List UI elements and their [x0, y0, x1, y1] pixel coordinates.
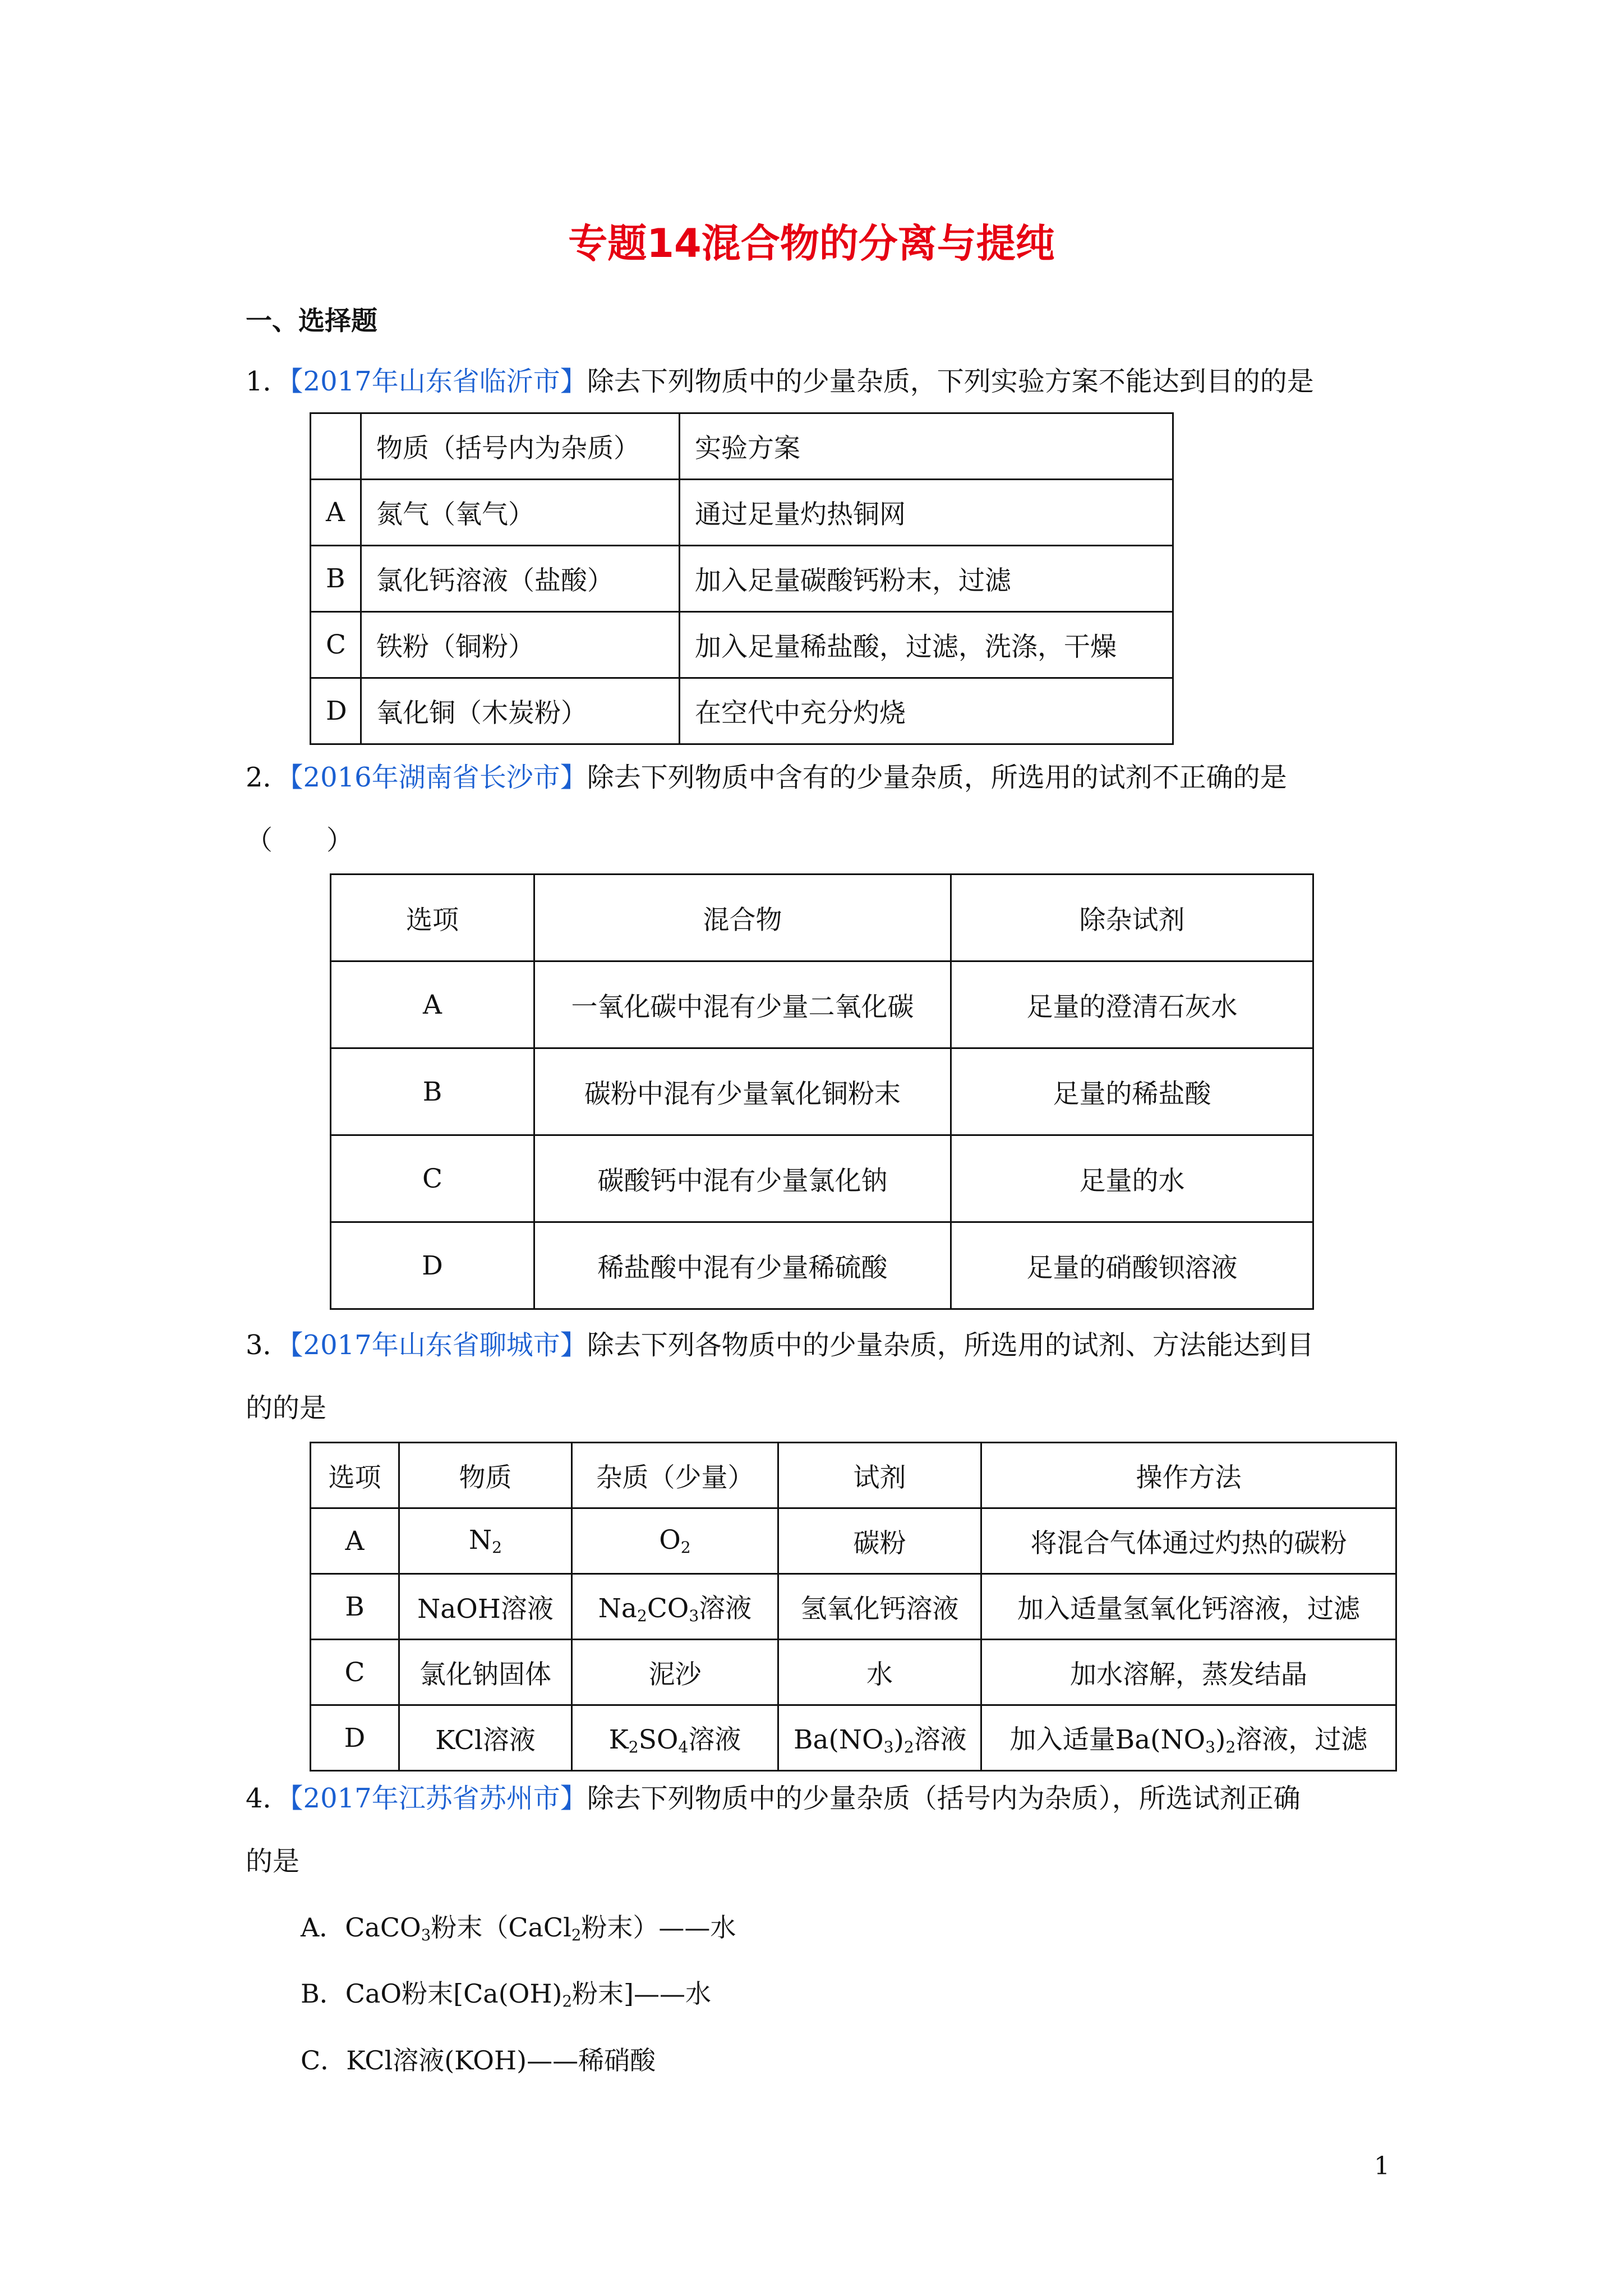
- question-3-table: [310, 1442, 1397, 1772]
- table-cell: 在空代中充分灼烧: [680, 678, 1173, 744]
- table-cell: 加入适量$Ba(NO_3)_2$溶液，过滤: [981, 1705, 1396, 1771]
- table-cell: $Na_2CO_3$溶液: [572, 1574, 778, 1640]
- table-cell: 实验方案: [680, 413, 1173, 480]
- option-a: A．CaCO$_3$粉末（CaCl$_2$粉末）——水: [301, 1912, 736, 1944]
- table-cell: 足量的水: [951, 1135, 1313, 1222]
- table-cell: 通过足量灼热铜网: [680, 480, 1173, 546]
- question-text: 除去下列物质中含有的少量杂质，所选用的试剂不正确的是: [587, 762, 1287, 793]
- option-c: C．KCl溶液(KOH)——稀硝酸: [301, 2045, 656, 2076]
- table-cell: $Ba(NO_3)_2$溶液: [778, 1705, 981, 1771]
- question-text: 除去下列物质中的少量杂质（括号内为杂质），所选试剂正确: [587, 1783, 1301, 1814]
- question-text-continued: 的的是: [246, 1392, 327, 1424]
- table-cell: B: [311, 1574, 399, 1640]
- question-text: 除去下列各物质中的少量杂质，所选用的试剂、方法能达到目: [587, 1329, 1314, 1361]
- question-number: 1．: [246, 366, 290, 397]
- question-text: 除去下列物质中的少量杂质，下列实验方案不能达到目的的是: [587, 366, 1314, 397]
- table-cell: 选项: [331, 875, 534, 961]
- question-source: 【2017年山东省临沂市】: [289, 366, 587, 397]
- table-row: [331, 1048, 1313, 1135]
- table-row: [311, 1574, 1396, 1640]
- table-cell: B: [331, 1048, 534, 1135]
- question-number: 3．: [246, 1329, 290, 1361]
- table-cell: D: [311, 1705, 399, 1771]
- table-cell: 加入足量碳酸钙粉末，过滤: [680, 546, 1173, 612]
- table-cell: 稀盐酸中混有少量稀硫酸: [534, 1222, 951, 1309]
- table-cell: C: [331, 1135, 534, 1222]
- table-row: [311, 612, 1173, 678]
- table-cell: A: [311, 1508, 399, 1574]
- question-source: 【2016年湖南省长沙市】: [289, 762, 587, 793]
- table-cell: A: [331, 961, 534, 1048]
- table-cell: 杂质（少量）: [572, 1443, 778, 1508]
- table-cell: 试剂: [778, 1443, 981, 1508]
- table-cell: KCl溶液: [399, 1705, 572, 1771]
- table-cell: 将混合气体通过灼热的碳粉: [981, 1508, 1396, 1574]
- table-cell: C: [311, 1640, 399, 1705]
- table-row: [311, 678, 1173, 744]
- table-cell: 氯化钙溶液（盐酸）: [361, 546, 680, 612]
- table-cell: 足量的澄清石灰水: [951, 961, 1313, 1048]
- question-number: 2．: [246, 762, 290, 793]
- table-header-row: [311, 413, 1173, 480]
- question-4: [246, 1767, 1390, 1893]
- question-1: [246, 350, 1390, 413]
- table-cell: 碳粉中混有少量氧化铜粉末: [534, 1048, 951, 1135]
- table-cell: 一氧化碳中混有少量二氧化碳: [534, 961, 951, 1048]
- table-cell: 氮气（氧气）: [361, 480, 680, 546]
- table-cell: 操作方法: [981, 1443, 1396, 1508]
- page-title: 专题14混合物的分离与提纯: [568, 220, 1055, 266]
- table-row: [331, 1222, 1313, 1309]
- table-cell: $O_2$: [572, 1508, 778, 1574]
- table-cell: 泥沙: [572, 1640, 778, 1705]
- table-cell: 足量的稀盐酸: [951, 1048, 1313, 1135]
- table-cell: 足量的硝酸钡溶液: [951, 1222, 1313, 1309]
- table-cell: C: [311, 612, 361, 678]
- question-source: 【2017年山东省聊城市】: [289, 1329, 587, 1361]
- table-cell: 碳粉: [778, 1508, 981, 1574]
- table-cell: D: [331, 1222, 534, 1309]
- table-cell: 铁粉（铜粉）: [361, 612, 680, 678]
- table-row: [311, 1508, 1396, 1574]
- table-cell: 氧化铜（木炭粉）: [361, 678, 680, 744]
- table-cell: 混合物: [534, 875, 951, 961]
- table-cell: 加水溶解，蒸发结晶: [981, 1640, 1396, 1705]
- table-row: [331, 961, 1313, 1048]
- table-cell: $N_2$: [399, 1508, 572, 1574]
- table-cell: $K_2SO_4$溶液: [572, 1705, 778, 1771]
- table-cell: 选项: [311, 1443, 399, 1508]
- table-row: [311, 480, 1173, 546]
- table-row: [311, 1705, 1396, 1771]
- option-b: B．CaO粉末[$Ca(OH)_2$粉末]——水: [301, 1978, 711, 2010]
- table-cell: D: [311, 678, 361, 744]
- page-number: 1: [1374, 2152, 1390, 2180]
- table-row: [331, 1135, 1313, 1222]
- table-cell: 加入适量氢氧化钙溶液，过滤: [981, 1574, 1396, 1640]
- table-cell: B: [311, 546, 361, 612]
- question-2-table: [330, 873, 1314, 1310]
- answer-paren: （ ）: [246, 825, 354, 856]
- table-cell: 物质: [399, 1443, 572, 1508]
- table-cell: [311, 413, 361, 480]
- question-source: 【2017年江苏省苏州市】: [289, 1783, 587, 1814]
- question-1-table: [310, 412, 1174, 745]
- table-cell: 除杂试剂: [951, 875, 1313, 961]
- question-2: [246, 746, 1390, 872]
- table-cell: A: [311, 480, 361, 546]
- table-cell: NaOH溶液: [399, 1574, 572, 1640]
- question-text-continued: 的是: [246, 1846, 300, 1877]
- question-3: [246, 1314, 1390, 1439]
- table-header-row: [331, 875, 1313, 961]
- table-row: [311, 546, 1173, 612]
- table-cell: 氢氧化钙溶液: [778, 1574, 981, 1640]
- table-cell: 碳酸钙中混有少量氯化钠: [534, 1135, 951, 1222]
- question-number: 4．: [246, 1783, 290, 1814]
- table-cell: 物质（括号内为杂质）: [361, 413, 680, 480]
- table-row: [311, 1640, 1396, 1705]
- table-header-row: [311, 1443, 1396, 1508]
- table-cell: 加入足量稀盐酸，过滤，洗涤，干燥: [680, 612, 1173, 678]
- table-cell: 水: [778, 1640, 981, 1705]
- section-heading: 一、选择题: [246, 306, 377, 337]
- table-cell: 氯化钠固体: [399, 1640, 572, 1705]
